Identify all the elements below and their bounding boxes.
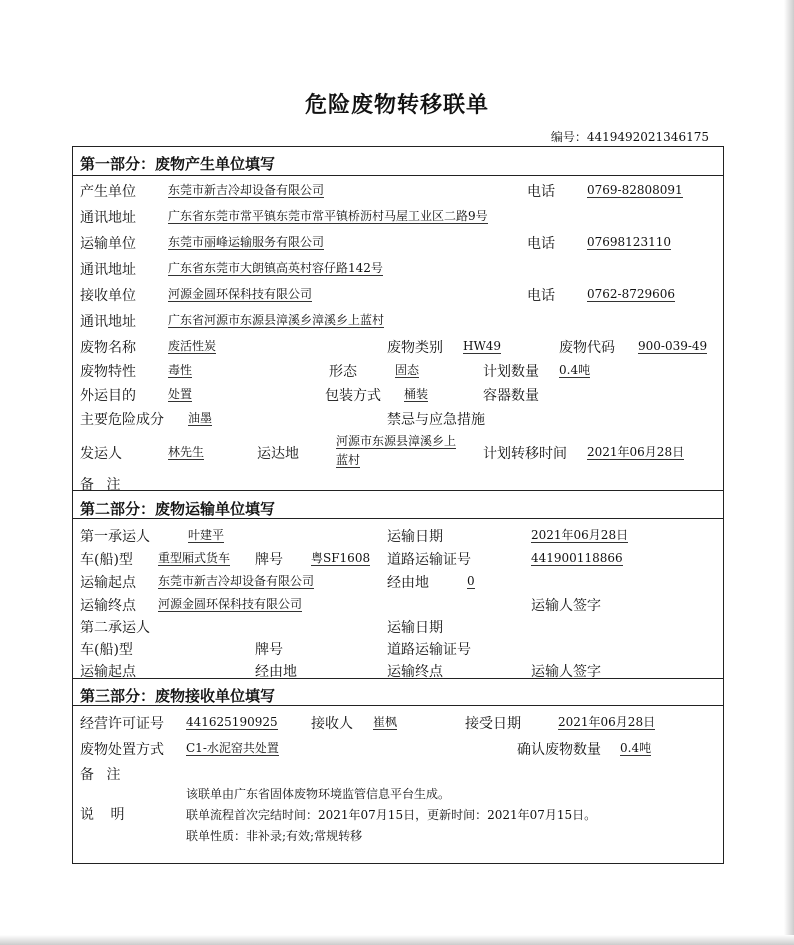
waste-property-label: 废物特性 <box>80 364 136 380</box>
license-label: 经营许可证号 <box>80 716 164 732</box>
hazard-label: 主要危险成分 <box>80 412 164 428</box>
packaging-label: 包装方式 <box>325 388 381 404</box>
sign2-label: 运输人签字 <box>531 664 601 680</box>
plate2-label: 牌号 <box>255 642 283 658</box>
waste-name-label: 废物名称 <box>80 340 136 356</box>
plan-quantity-value: 0.4吨 <box>559 363 591 377</box>
road-permit1-label: 道路运输证号 <box>387 552 471 568</box>
producer-value: 东莞市新吉冷却设备有限公司 <box>168 183 325 197</box>
start1-label: 运输起点 <box>80 575 136 591</box>
page-shadow-bottom <box>0 935 794 945</box>
receiver-label: 接收单位 <box>80 288 136 304</box>
plan-time-label: 计划转移时间 <box>483 446 567 462</box>
hazard-value: 油墨 <box>188 411 213 425</box>
transport-date-label: 运输日期 <box>387 529 443 545</box>
packaging-value: 桶装 <box>404 387 429 401</box>
start2-label: 运输起点 <box>80 664 136 680</box>
waste-name-value: 废活性炭 <box>168 339 217 353</box>
divider <box>72 490 724 491</box>
purpose-value: 处置 <box>168 387 193 401</box>
plan-time-value: 2021年06月28日 <box>587 445 685 459</box>
carrier1-label: 第一承运人 <box>80 529 150 545</box>
carrier1-value: 叶建平 <box>188 528 225 542</box>
end1-label: 运输终点 <box>80 598 136 614</box>
transport-date-value: 2021年06月28日 <box>531 528 629 542</box>
addr1-label: 通讯地址 <box>80 210 136 226</box>
addr3-value: 广东省河源市东源县漳溪乡漳溪乡上蓝村 <box>168 313 385 327</box>
addr3-label: 通讯地址 <box>80 314 136 330</box>
receive-date-label: 接受日期 <box>465 716 521 732</box>
destination-label: 运达地 <box>257 446 299 462</box>
addr1-value: 广东省东莞市常平镇东莞市常平镇桥沥村马屋工业区二路9号 <box>168 209 488 223</box>
transporter-value: 东莞市丽峰运输服务有限公司 <box>168 235 325 249</box>
form-value: 固态 <box>395 363 420 377</box>
phone1-value: 0769-82808091 <box>587 183 683 197</box>
plate1-value: 粤SF1608 <box>311 551 371 565</box>
addr2-value: 广东省东莞市大朗镇高英村容仔路142号 <box>168 261 383 275</box>
container-qty-label: 容器数量 <box>483 388 539 404</box>
recipient-label: 接收人 <box>311 716 353 732</box>
phone2-value: 07698123110 <box>587 235 671 249</box>
receiver-value: 河源金圆环保科技有限公司 <box>168 287 313 301</box>
phone3-value: 0762-8729606 <box>587 287 676 301</box>
page-title: 危险废物转移联单 <box>304 92 489 118</box>
part3-header: 第三部分：废物接收单位填写 <box>80 687 276 705</box>
part2-header: 第二部分：废物运输单位填写 <box>80 500 276 518</box>
waste-code-label: 废物代码 <box>559 340 615 356</box>
divider <box>72 175 724 176</box>
part1-header: 第一部分：废物产生单位填写 <box>80 155 276 173</box>
form-label: 形态 <box>329 364 357 380</box>
page-shadow-right <box>784 0 794 945</box>
shipper-label: 发运人 <box>80 446 122 462</box>
via2-label: 经由地 <box>255 664 297 680</box>
start1-value: 东莞市新吉冷却设备有限公司 <box>158 574 315 588</box>
phone1-label: 电话 <box>527 184 555 200</box>
transporter-label: 运输单位 <box>80 236 136 252</box>
vehicle1-value: 重型厢式货车 <box>158 551 231 565</box>
explanation-label: 说 明 <box>80 807 131 823</box>
receive-date-value: 2021年06月28日 <box>558 715 656 729</box>
phone3-label: 电话 <box>527 288 555 304</box>
disposal-value: C1-水泥窑共处置 <box>186 741 279 755</box>
carrier2-label: 第二承运人 <box>80 620 150 636</box>
plan-quantity-label: 计划数量 <box>483 364 539 380</box>
end1-value: 河源金圆环保科技有限公司 <box>158 597 303 611</box>
road-permit1-value: 441900118866 <box>531 551 623 565</box>
plate1-label: 牌号 <box>255 552 283 568</box>
taboo-label: 禁忌与应急措施 <box>387 412 485 428</box>
producer-label: 产生单位 <box>80 184 136 200</box>
confirm-qty-value: 0.4吨 <box>620 741 652 755</box>
waste-property-value: 毒性 <box>168 363 193 377</box>
waste-category-label: 废物类别 <box>387 340 443 356</box>
transport-date2-label: 运输日期 <box>387 620 443 636</box>
vehicle1-label: 车(船)型 <box>80 552 133 568</box>
confirm-qty-label: 确认废物数量 <box>517 742 601 758</box>
shipper-value: 林先生 <box>168 445 205 459</box>
purpose-label: 外运目的 <box>80 388 136 404</box>
vehicle2-label: 车(船)型 <box>80 642 133 658</box>
via1-value: 0 <box>467 574 475 588</box>
license-value: 441625190925 <box>186 715 278 729</box>
recipient-value: 崔枫 <box>373 715 398 729</box>
waste-code-value: 900-039-49 <box>638 339 708 353</box>
remark3-label: 备 注 <box>80 767 125 783</box>
via1-label: 经由地 <box>387 575 429 591</box>
remark1-label: 备 注 <box>80 477 125 493</box>
destination-value: 河源市东源县漳溪乡上 蓝村 <box>336 434 457 467</box>
note-line-3: 联单性质：非补录;有效;常规转移 <box>186 829 363 843</box>
addr2-label: 通讯地址 <box>80 262 136 278</box>
note-line-1: 该联单由广东省固体废物环境监管信息平台生成。 <box>186 787 451 801</box>
disposal-label: 废物处置方式 <box>80 742 164 758</box>
note-line-2: 联单流程首次完结时间：2021年07月15日，更新时间：2021年07月15日。 <box>186 808 597 822</box>
phone2-label: 电话 <box>527 236 555 252</box>
end2-label: 运输终点 <box>387 664 443 680</box>
road-permit2-label: 道路运输证号 <box>387 642 471 658</box>
document-number: 编号：4419492021346175 <box>550 130 709 144</box>
waste-category-value: HW49 <box>463 339 502 353</box>
sign1-label: 运输人签字 <box>531 598 601 614</box>
